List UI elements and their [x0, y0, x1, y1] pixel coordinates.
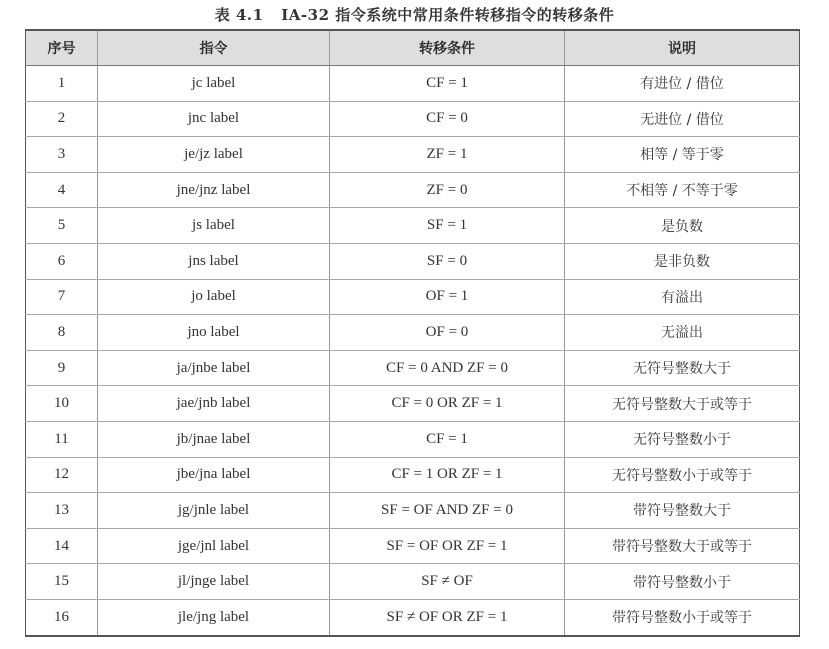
cell-index: 4 — [26, 172, 98, 208]
table-body — [26, 66, 800, 636]
table-row — [26, 421, 800, 457]
cell-instruction: jge/jnl label — [98, 528, 330, 564]
cell-instruction: jb/jnae label — [98, 421, 330, 457]
cell-index: 10 — [26, 386, 98, 422]
cell-description: 相等 / 等于零 — [565, 137, 800, 173]
cell-description: 无进位 / 借位 — [565, 101, 800, 137]
cell-instruction: ja/jnbe label — [98, 350, 330, 386]
cell-index: 9 — [26, 350, 98, 386]
table-row — [26, 457, 800, 493]
cell-index: 3 — [26, 137, 98, 173]
cell-instruction: jbe/jna label — [98, 457, 330, 493]
cell-condition: OF = 1 — [330, 279, 565, 315]
cell-instruction: jo label — [98, 279, 330, 315]
table-row — [26, 172, 800, 208]
cell-index: 15 — [26, 564, 98, 600]
cell-description: 有溢出 — [565, 279, 800, 315]
cell-index: 5 — [26, 208, 98, 244]
cell-description: 带符号整数小于 — [565, 564, 800, 600]
cell-index: 11 — [26, 421, 98, 457]
cell-condition: OF = 0 — [330, 315, 565, 351]
header-instruction: 指令 — [98, 30, 330, 66]
cell-description: 带符号整数大于 — [565, 493, 800, 529]
table-row — [26, 315, 800, 351]
cell-condition: CF = 1 — [330, 66, 565, 102]
cell-condition: SF ≠ OF — [330, 564, 565, 600]
cell-instruction: jno label — [98, 315, 330, 351]
cell-instruction: jl/jnge label — [98, 564, 330, 600]
cell-description: 无溢出 — [565, 315, 800, 351]
cell-condition: SF = 1 — [330, 208, 565, 244]
cell-condition: ZF = 0 — [330, 172, 565, 208]
cell-index: 14 — [26, 528, 98, 564]
cell-index: 16 — [26, 599, 98, 635]
table-caption-label: 表 4.1 — [214, 6, 264, 24]
table-caption-title: IA-32 指令系统中常用条件转移指令的转移条件 — [281, 6, 615, 24]
cell-index: 2 — [26, 101, 98, 137]
cell-condition: SF ≠ OF OR ZF = 1 — [330, 599, 565, 635]
table-row — [26, 208, 800, 244]
table-row — [26, 599, 800, 635]
cell-index: 6 — [26, 243, 98, 279]
table-row — [26, 528, 800, 564]
cell-instruction: jne/jnz label — [98, 172, 330, 208]
table-row — [26, 386, 800, 422]
cell-instruction: jae/jnb label — [98, 386, 330, 422]
cell-description: 无符号整数大于 — [565, 350, 800, 386]
cell-condition: CF = 0 OR ZF = 1 — [330, 386, 565, 422]
cell-condition: SF = 0 — [330, 243, 565, 279]
table-row — [26, 279, 800, 315]
header-index: 序号 — [26, 30, 98, 66]
cell-description: 是非负数 — [565, 243, 800, 279]
cell-instruction: jns label — [98, 243, 330, 279]
cell-instruction: jc label — [98, 66, 330, 102]
cell-instruction: je/jz label — [98, 137, 330, 173]
table-row — [26, 137, 800, 173]
cell-instruction: jnc label — [98, 101, 330, 137]
cell-index: 1 — [26, 66, 98, 102]
cell-condition: CF = 1 — [330, 421, 565, 457]
cell-condition: SF = OF OR ZF = 1 — [330, 528, 565, 564]
table-caption — [0, 4, 829, 25]
cell-index: 7 — [26, 279, 98, 315]
table-row — [26, 350, 800, 386]
cell-condition: CF = 1 OR ZF = 1 — [330, 457, 565, 493]
cell-description: 无符号整数小于 — [565, 421, 800, 457]
table-row — [26, 243, 800, 279]
table-header-row — [26, 30, 800, 66]
cell-instruction: js label — [98, 208, 330, 244]
cell-description: 无符号整数小于或等于 — [565, 457, 800, 493]
cell-description: 带符号整数大于或等于 — [565, 528, 800, 564]
table-row — [26, 66, 800, 102]
table-row — [26, 493, 800, 529]
cell-index: 8 — [26, 315, 98, 351]
cell-condition: CF = 0 AND ZF = 0 — [330, 350, 565, 386]
cell-description: 不相等 / 不等于零 — [565, 172, 800, 208]
cell-description: 带符号整数小于或等于 — [565, 599, 800, 635]
table-row — [26, 101, 800, 137]
conditional-jump-table — [25, 29, 800, 637]
cell-description: 有进位 / 借位 — [565, 66, 800, 102]
cell-description: 是负数 — [565, 208, 800, 244]
header-condition: 转移条件 — [330, 30, 565, 66]
cell-condition: CF = 0 — [330, 101, 565, 137]
table-row — [26, 564, 800, 600]
cell-index: 13 — [26, 493, 98, 529]
cell-description: 无符号整数大于或等于 — [565, 386, 800, 422]
header-description: 说明 — [565, 30, 800, 66]
cell-condition: ZF = 1 — [330, 137, 565, 173]
cell-condition: SF = OF AND ZF = 0 — [330, 493, 565, 529]
cell-instruction: jg/jnle label — [98, 493, 330, 529]
cell-instruction: jle/jng label — [98, 599, 330, 635]
cell-index: 12 — [26, 457, 98, 493]
